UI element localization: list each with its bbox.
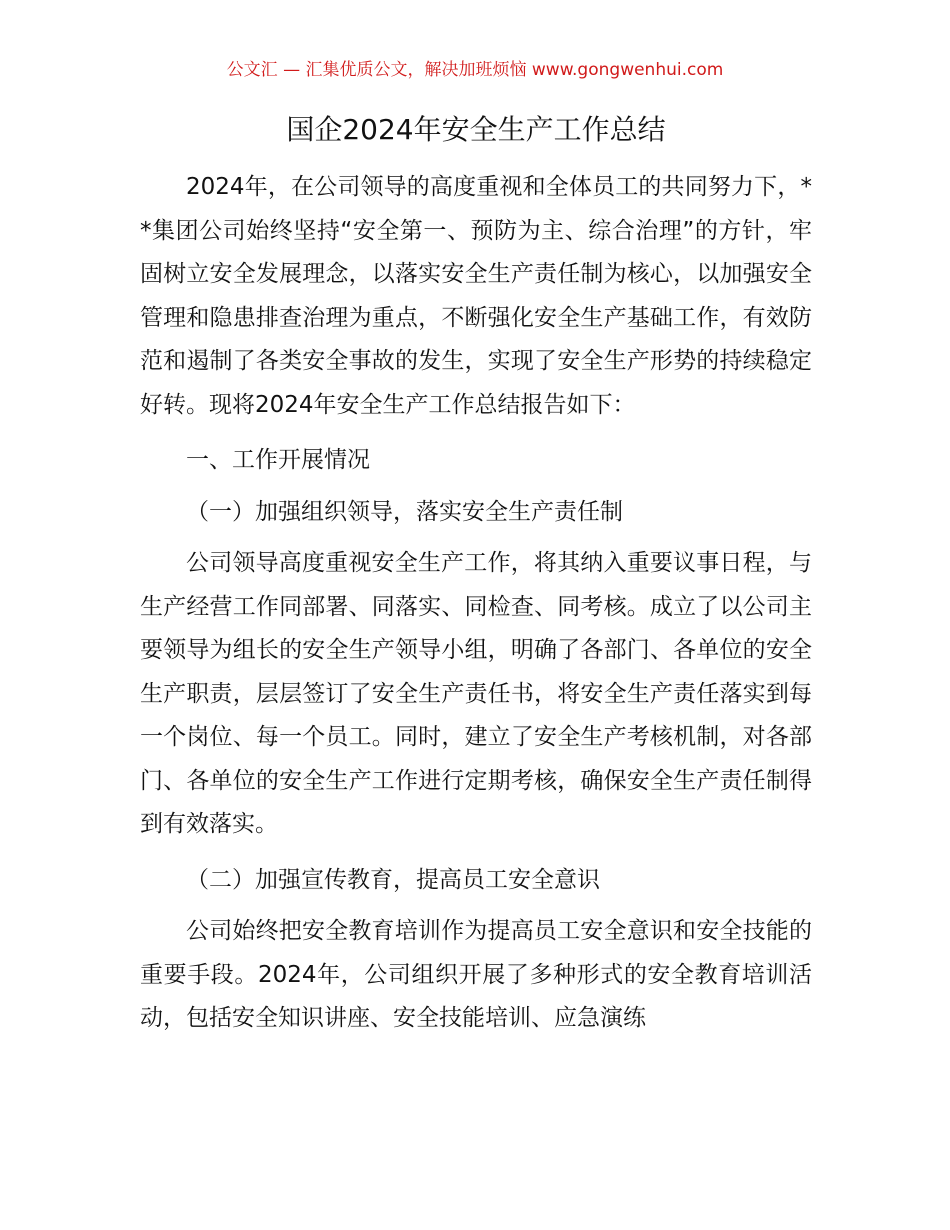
section-heading: 一、工作开展情况 xyxy=(186,447,370,473)
document-title: 国企2024年安全生产工作总结 xyxy=(286,113,666,146)
subsection-body-2: 公司始终把安全教育培训作为提高员工安全意识和安全技能的重要手段。2024年，公司组织开展了多种形式的安全教育培训活动，包括安全知识讲座、安全技能培训、应急演练 xyxy=(140,918,812,1031)
subsection-heading-2: （二）加强宣传教育，提高员工安全意识 xyxy=(186,866,600,893)
intro-paragraph: 2024年，在公司领导的高度重视和全体员工的共同努力下，**集团公司始终坚持“安全第一、预防为主、综合治理”的方针，牢固树立安全发展理念，以落实安全生产责任制为核心，以加强安全管理和隐患排查治理为重点，不断强化安全生产基础工作，有效防范和遏制了各类安全事故的发生，实现了安全生产形势的持续稳定好转。现将2024年安全生产工作总结报告如下： xyxy=(140,174,812,418)
document-page xyxy=(140,110,812,1041)
subsection-body-1: 公司领导高度重视安全生产工作，将其纳入重要议事日程，与生产经营工作同部署、同落实、同检查、同考核。成立了以公司主要领导为组长的安全生产领导小组，明确了各部门、各单位的安全生产职责，层层签订了安全生产责任书，将安全生产责任落实到每一个岗位、每一个员工。同时，建立了安全生产考核机制，对各部门、各单位的安全生产工作进行定期考核，确保安全生产责任制得到有效落实。 xyxy=(140,550,812,837)
spacer xyxy=(140,847,812,859)
watermark-header: 公文汇 — 汇集优质公文，解决加班烦恼 www.gongwenhui.com xyxy=(226,60,724,80)
subsection-heading-1: （一）加强组织领导，落实安全生产责任制 xyxy=(186,498,623,525)
